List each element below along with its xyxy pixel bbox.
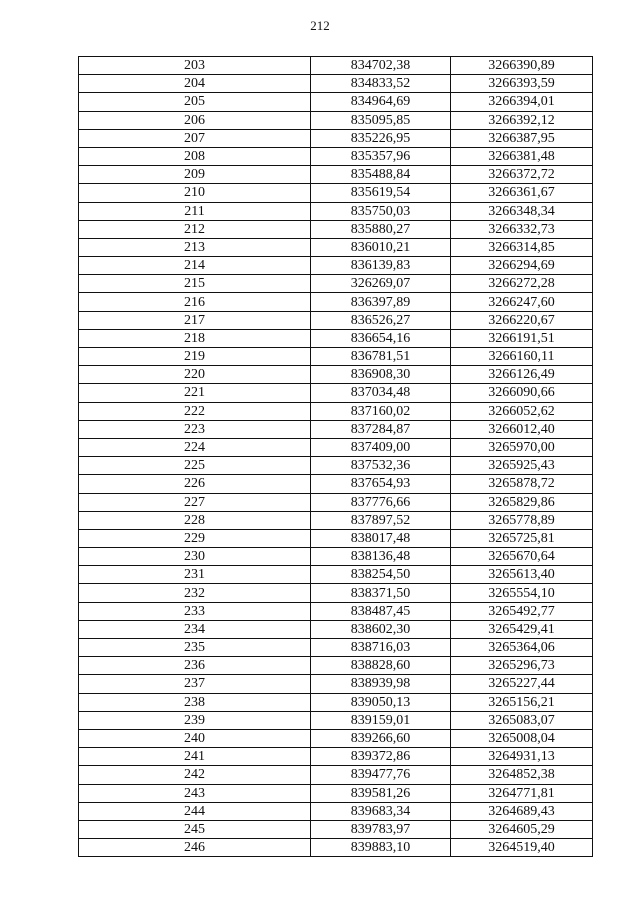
table-row xyxy=(79,711,593,729)
x-coordinate-cell: 838939,98 xyxy=(311,675,451,693)
y-coordinate-cell: 3266090,66 xyxy=(451,384,593,402)
table-row xyxy=(79,275,593,293)
table-row xyxy=(79,839,593,857)
y-coordinate-cell: 3266247,60 xyxy=(451,293,593,311)
point-number-cell: 234 xyxy=(79,620,311,638)
x-coordinate-cell: 839266,60 xyxy=(311,729,451,747)
table-row xyxy=(79,202,593,220)
x-coordinate-cell: 839581,26 xyxy=(311,784,451,802)
table-row xyxy=(79,220,593,238)
point-number-cell: 246 xyxy=(79,839,311,857)
y-coordinate-cell: 3265613,40 xyxy=(451,566,593,584)
table-row xyxy=(79,802,593,820)
x-coordinate-cell: 836397,89 xyxy=(311,293,451,311)
table-row xyxy=(79,57,593,75)
point-number-cell: 209 xyxy=(79,166,311,184)
table-row xyxy=(79,238,593,256)
y-coordinate-cell: 3266394,01 xyxy=(451,93,593,111)
point-number-cell: 217 xyxy=(79,311,311,329)
x-coordinate-cell: 835619,54 xyxy=(311,184,451,202)
point-number-cell: 237 xyxy=(79,675,311,693)
y-coordinate-cell: 3266361,67 xyxy=(451,184,593,202)
point-number-cell: 213 xyxy=(79,238,311,256)
table-row xyxy=(79,93,593,111)
point-number-cell: 229 xyxy=(79,529,311,547)
table-row xyxy=(79,729,593,747)
point-number-cell: 204 xyxy=(79,75,311,93)
y-coordinate-cell: 3264852,38 xyxy=(451,766,593,784)
table-row xyxy=(79,548,593,566)
x-coordinate-cell: 838828,60 xyxy=(311,657,451,675)
table-row xyxy=(79,529,593,547)
x-coordinate-cell: 839683,34 xyxy=(311,802,451,820)
table-row xyxy=(79,75,593,93)
point-number-cell: 221 xyxy=(79,384,311,402)
x-coordinate-cell: 839050,13 xyxy=(311,693,451,711)
x-coordinate-cell: 837409,00 xyxy=(311,438,451,456)
point-number-cell: 208 xyxy=(79,147,311,165)
table-row xyxy=(79,784,593,802)
y-coordinate-cell: 3265725,81 xyxy=(451,529,593,547)
point-number-cell: 240 xyxy=(79,729,311,747)
y-coordinate-cell: 3266381,48 xyxy=(451,147,593,165)
x-coordinate-cell: 326269,07 xyxy=(311,275,451,293)
x-coordinate-cell: 836010,21 xyxy=(311,238,451,256)
y-coordinate-cell: 3265083,07 xyxy=(451,711,593,729)
y-coordinate-cell: 3265227,44 xyxy=(451,675,593,693)
table-row xyxy=(79,657,593,675)
x-coordinate-cell: 837160,02 xyxy=(311,402,451,420)
y-coordinate-cell: 3264519,40 xyxy=(451,839,593,857)
x-coordinate-cell: 838716,03 xyxy=(311,639,451,657)
point-number-cell: 239 xyxy=(79,711,311,729)
point-number-cell: 228 xyxy=(79,511,311,529)
y-coordinate-cell: 3264931,13 xyxy=(451,748,593,766)
y-coordinate-cell: 3266220,67 xyxy=(451,311,593,329)
x-coordinate-cell: 837532,36 xyxy=(311,457,451,475)
y-coordinate-cell: 3265364,06 xyxy=(451,639,593,657)
point-number-cell: 233 xyxy=(79,602,311,620)
y-coordinate-cell: 3266160,11 xyxy=(451,348,593,366)
y-coordinate-cell: 3266387,95 xyxy=(451,129,593,147)
point-number-cell: 210 xyxy=(79,184,311,202)
x-coordinate-cell: 837284,87 xyxy=(311,420,451,438)
y-coordinate-cell: 3266390,89 xyxy=(451,57,593,75)
table-row xyxy=(79,493,593,511)
table-row xyxy=(79,457,593,475)
x-coordinate-cell: 838017,48 xyxy=(311,529,451,547)
table-row xyxy=(79,475,593,493)
point-number-cell: 205 xyxy=(79,93,311,111)
coordinates-table-body xyxy=(79,57,593,857)
point-number-cell: 215 xyxy=(79,275,311,293)
table-row xyxy=(79,366,593,384)
y-coordinate-cell: 3266393,59 xyxy=(451,75,593,93)
table-row xyxy=(79,420,593,438)
table-row xyxy=(79,257,593,275)
point-number-cell: 207 xyxy=(79,129,311,147)
point-number-cell: 224 xyxy=(79,438,311,456)
point-number-cell: 220 xyxy=(79,366,311,384)
y-coordinate-cell: 3266372,72 xyxy=(451,166,593,184)
table-row xyxy=(79,348,593,366)
y-coordinate-cell: 3265925,43 xyxy=(451,457,593,475)
y-coordinate-cell: 3265554,10 xyxy=(451,584,593,602)
point-number-cell: 238 xyxy=(79,693,311,711)
point-number-cell: 216 xyxy=(79,293,311,311)
y-coordinate-cell: 3265296,73 xyxy=(451,657,593,675)
table-row xyxy=(79,511,593,529)
table-row xyxy=(79,111,593,129)
table-row xyxy=(79,693,593,711)
x-coordinate-cell: 836781,51 xyxy=(311,348,451,366)
y-coordinate-cell: 3265429,41 xyxy=(451,620,593,638)
table-row xyxy=(79,584,593,602)
y-coordinate-cell: 3265156,21 xyxy=(451,693,593,711)
x-coordinate-cell: 839372,86 xyxy=(311,748,451,766)
table-row xyxy=(79,675,593,693)
y-coordinate-cell: 3265970,00 xyxy=(451,438,593,456)
table-row xyxy=(79,402,593,420)
point-number-cell: 242 xyxy=(79,766,311,784)
x-coordinate-cell: 835357,96 xyxy=(311,147,451,165)
x-coordinate-cell: 836908,30 xyxy=(311,366,451,384)
x-coordinate-cell: 834964,69 xyxy=(311,93,451,111)
y-coordinate-cell: 3266052,62 xyxy=(451,402,593,420)
y-coordinate-cell: 3266294,69 xyxy=(451,257,593,275)
y-coordinate-cell: 3265492,77 xyxy=(451,602,593,620)
y-coordinate-cell: 3265008,04 xyxy=(451,729,593,747)
x-coordinate-cell: 836526,27 xyxy=(311,311,451,329)
point-number-cell: 222 xyxy=(79,402,311,420)
table-row xyxy=(79,166,593,184)
point-number-cell: 236 xyxy=(79,657,311,675)
table-row xyxy=(79,329,593,347)
table-row xyxy=(79,566,593,584)
point-number-cell: 225 xyxy=(79,457,311,475)
point-number-cell: 241 xyxy=(79,748,311,766)
point-number-cell: 235 xyxy=(79,639,311,657)
x-coordinate-cell: 835226,95 xyxy=(311,129,451,147)
y-coordinate-cell: 3264605,29 xyxy=(451,820,593,838)
y-coordinate-cell: 3266272,28 xyxy=(451,275,593,293)
table-row xyxy=(79,748,593,766)
point-number-cell: 206 xyxy=(79,111,311,129)
x-coordinate-cell: 836654,16 xyxy=(311,329,451,347)
x-coordinate-cell: 835095,85 xyxy=(311,111,451,129)
table-row xyxy=(79,820,593,838)
x-coordinate-cell: 838371,50 xyxy=(311,584,451,602)
x-coordinate-cell: 839783,97 xyxy=(311,820,451,838)
x-coordinate-cell: 837897,52 xyxy=(311,511,451,529)
table-row xyxy=(79,147,593,165)
x-coordinate-cell: 838602,30 xyxy=(311,620,451,638)
y-coordinate-cell: 3265829,86 xyxy=(451,493,593,511)
y-coordinate-cell: 3265670,64 xyxy=(451,548,593,566)
table-row xyxy=(79,766,593,784)
y-coordinate-cell: 3266392,12 xyxy=(451,111,593,129)
y-coordinate-cell: 3265778,89 xyxy=(451,511,593,529)
x-coordinate-cell: 839477,76 xyxy=(311,766,451,784)
point-number-cell: 226 xyxy=(79,475,311,493)
y-coordinate-cell: 3266126,49 xyxy=(451,366,593,384)
table-row xyxy=(79,639,593,657)
point-number-cell: 219 xyxy=(79,348,311,366)
point-number-cell: 203 xyxy=(79,57,311,75)
y-coordinate-cell: 3264771,81 xyxy=(451,784,593,802)
x-coordinate-cell: 837034,48 xyxy=(311,384,451,402)
y-coordinate-cell: 3264689,43 xyxy=(451,802,593,820)
y-coordinate-cell: 3266348,34 xyxy=(451,202,593,220)
point-number-cell: 227 xyxy=(79,493,311,511)
x-coordinate-cell: 834702,38 xyxy=(311,57,451,75)
point-number-cell: 232 xyxy=(79,584,311,602)
table-row xyxy=(79,184,593,202)
table-row xyxy=(79,384,593,402)
x-coordinate-cell: 837654,93 xyxy=(311,475,451,493)
x-coordinate-cell: 837776,66 xyxy=(311,493,451,511)
point-number-cell: 218 xyxy=(79,329,311,347)
y-coordinate-cell: 3265878,72 xyxy=(451,475,593,493)
point-number-cell: 231 xyxy=(79,566,311,584)
table-row xyxy=(79,293,593,311)
table-row xyxy=(79,602,593,620)
x-coordinate-cell: 834833,52 xyxy=(311,75,451,93)
x-coordinate-cell: 835750,03 xyxy=(311,202,451,220)
point-number-cell: 212 xyxy=(79,220,311,238)
y-coordinate-cell: 3266012,40 xyxy=(451,420,593,438)
x-coordinate-cell: 838136,48 xyxy=(311,548,451,566)
coordinates-table xyxy=(78,56,593,857)
x-coordinate-cell: 835880,27 xyxy=(311,220,451,238)
x-coordinate-cell: 839159,01 xyxy=(311,711,451,729)
table-row xyxy=(79,438,593,456)
point-number-cell: 230 xyxy=(79,548,311,566)
point-number-cell: 214 xyxy=(79,257,311,275)
page-number: 212 xyxy=(310,18,330,33)
x-coordinate-cell: 836139,83 xyxy=(311,257,451,275)
x-coordinate-cell: 838254,50 xyxy=(311,566,451,584)
point-number-cell: 223 xyxy=(79,420,311,438)
y-coordinate-cell: 3266191,51 xyxy=(451,329,593,347)
table-row xyxy=(79,129,593,147)
table-row xyxy=(79,620,593,638)
x-coordinate-cell: 838487,45 xyxy=(311,602,451,620)
point-number-cell: 244 xyxy=(79,802,311,820)
y-coordinate-cell: 3266314,85 xyxy=(451,238,593,256)
x-coordinate-cell: 835488,84 xyxy=(311,166,451,184)
point-number-cell: 243 xyxy=(79,784,311,802)
x-coordinate-cell: 839883,10 xyxy=(311,839,451,857)
point-number-cell: 245 xyxy=(79,820,311,838)
point-number-cell: 211 xyxy=(79,202,311,220)
table-row xyxy=(79,311,593,329)
y-coordinate-cell: 3266332,73 xyxy=(451,220,593,238)
